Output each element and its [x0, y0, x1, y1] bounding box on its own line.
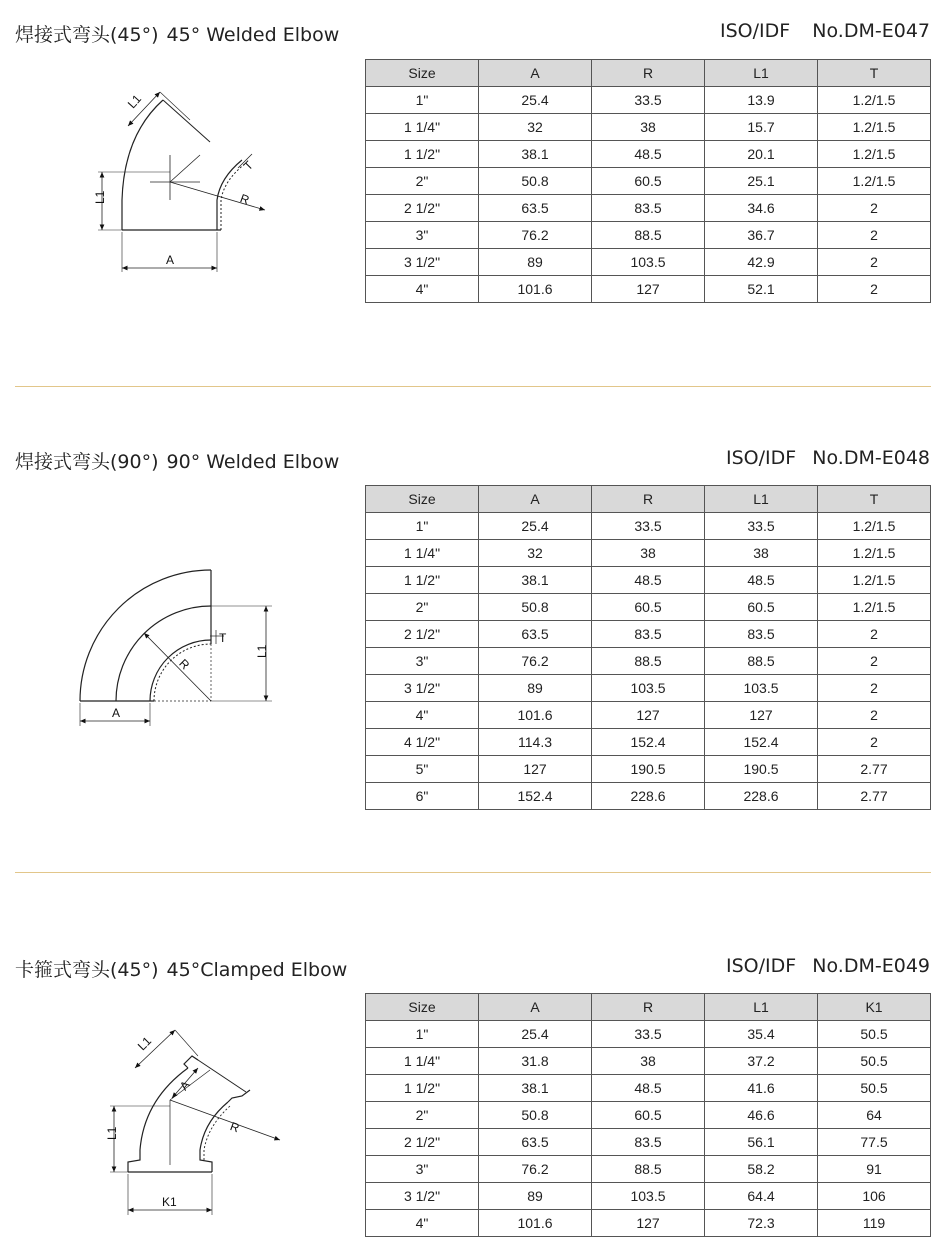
- column-header: Size: [366, 486, 479, 513]
- table-cell: 25.4: [479, 1021, 592, 1048]
- label-l1-side: L1: [105, 1126, 119, 1140]
- table-cell: 72.3: [705, 1210, 818, 1237]
- table-row: [366, 114, 931, 141]
- table-row: [366, 567, 931, 594]
- section-divider: [15, 872, 931, 873]
- table-cell: 103.5: [592, 1183, 705, 1210]
- table-cell: 25.4: [479, 513, 592, 540]
- table-cell: 25.1: [705, 168, 818, 195]
- table-cell: 76.2: [479, 648, 592, 675]
- column-header: A: [479, 486, 592, 513]
- label-t: T: [219, 631, 227, 645]
- table-cell: 190.5: [705, 756, 818, 783]
- table-cell: 2: [818, 702, 931, 729]
- table-cell: 4": [366, 1210, 479, 1237]
- column-header: R: [592, 60, 705, 87]
- table-row: [366, 1102, 931, 1129]
- label-k1: K1: [162, 1195, 177, 1209]
- table-cell: 4": [366, 276, 479, 303]
- title-en: 45° Welded Elbow: [166, 24, 340, 46]
- table-cell: 2: [818, 621, 931, 648]
- section-title: [15, 955, 347, 982]
- column-header: T: [818, 486, 931, 513]
- table-row: [366, 783, 931, 810]
- table-cell: 2: [818, 729, 931, 756]
- table-cell: 2.77: [818, 756, 931, 783]
- table-cell: 1 1/4": [366, 540, 479, 567]
- label-l1: L1: [255, 644, 269, 658]
- table-row: [366, 1129, 931, 1156]
- table-cell: 2.77: [818, 783, 931, 810]
- table-cell: 3 1/2": [366, 249, 479, 276]
- table-cell: 64: [818, 1102, 931, 1129]
- table-cell: 127: [592, 276, 705, 303]
- table-cell: 20.1: [705, 141, 818, 168]
- label-t: T: [240, 158, 256, 174]
- drawing-45-welded-elbow: [60, 60, 360, 310]
- table-cell: 1.2/1.5: [818, 567, 931, 594]
- table-cell: 1": [366, 87, 479, 114]
- table-cell: 4 1/2": [366, 729, 479, 756]
- table-row: [366, 513, 931, 540]
- table-header-row: [366, 60, 931, 87]
- table-cell: 2: [818, 276, 931, 303]
- table-cell: 88.5: [592, 648, 705, 675]
- column-header: Size: [366, 994, 479, 1021]
- label-l1-side: L1: [93, 190, 107, 204]
- title-cn: 卡箍式弯头(45°): [15, 959, 159, 981]
- table-row: [366, 594, 931, 621]
- table-cell: 1": [366, 1021, 479, 1048]
- column-header: A: [479, 60, 592, 87]
- drawing-45-clamped-elbow: [80, 1010, 380, 1230]
- table-cell: 103.5: [592, 675, 705, 702]
- table-cell: 2": [366, 168, 479, 195]
- table-row: [366, 648, 931, 675]
- table-cell: 60.5: [705, 594, 818, 621]
- table-cell: 6": [366, 783, 479, 810]
- table-row: [366, 222, 931, 249]
- standard-label: ISO/IDF: [726, 955, 797, 977]
- title-en: 45°Clamped Elbow: [166, 959, 348, 981]
- table-cell: 88.5: [592, 1156, 705, 1183]
- table-cell: 50.5: [818, 1021, 931, 1048]
- table-cell: 1.2/1.5: [818, 141, 931, 168]
- table-cell: 1.2/1.5: [818, 594, 931, 621]
- table-cell: 52.1: [705, 276, 818, 303]
- table-row: [366, 168, 931, 195]
- table-cell: 48.5: [705, 567, 818, 594]
- table-cell: 152.4: [479, 783, 592, 810]
- table-cell: 46.6: [705, 1102, 818, 1129]
- column-header: K1: [818, 994, 931, 1021]
- table-cell: 101.6: [479, 702, 592, 729]
- label-l1-top: L1: [134, 1033, 155, 1054]
- table-cell: 2: [818, 675, 931, 702]
- column-header: Size: [366, 60, 479, 87]
- spec-table: [365, 993, 931, 1237]
- column-header: L1: [705, 486, 818, 513]
- label-a: A: [112, 706, 121, 720]
- table-cell: 1.2/1.5: [818, 87, 931, 114]
- table-row: [366, 540, 931, 567]
- table-cell: 38: [592, 114, 705, 141]
- table-header-row: [366, 994, 931, 1021]
- table-cell: 36.7: [705, 222, 818, 249]
- table-cell: 2: [818, 249, 931, 276]
- table-cell: 64.4: [705, 1183, 818, 1210]
- table-cell: 35.4: [705, 1021, 818, 1048]
- table-cell: 33.5: [592, 87, 705, 114]
- table-cell: 63.5: [479, 195, 592, 222]
- table-cell: 1 1/2": [366, 567, 479, 594]
- table-row: [366, 87, 931, 114]
- table-cell: 60.5: [592, 168, 705, 195]
- table-cell: 50.8: [479, 1102, 592, 1129]
- table-row: [366, 1048, 931, 1075]
- product-code: No.DM-E047: [812, 20, 930, 42]
- label-l1-top: L1: [124, 91, 145, 112]
- table-cell: 89: [479, 675, 592, 702]
- column-header: T: [818, 60, 931, 87]
- table-row: [366, 249, 931, 276]
- section-title: [15, 20, 339, 47]
- table-row: [366, 756, 931, 783]
- table-cell: 1.2/1.5: [818, 114, 931, 141]
- label-r: R: [238, 191, 252, 208]
- table-cell: 38.1: [479, 141, 592, 168]
- table-cell: 60.5: [592, 594, 705, 621]
- table-cell: 38: [705, 540, 818, 567]
- table-cell: 3": [366, 222, 479, 249]
- table-cell: 88.5: [592, 222, 705, 249]
- table-cell: 106: [818, 1183, 931, 1210]
- label-a: A: [176, 1077, 193, 1094]
- table-cell: 50.8: [479, 168, 592, 195]
- title-cn: 焊接式弯头(45°): [15, 24, 159, 46]
- table-cell: 38.1: [479, 1075, 592, 1102]
- table-row: [366, 1183, 931, 1210]
- table-cell: 1.2/1.5: [818, 540, 931, 567]
- column-header: R: [592, 486, 705, 513]
- table-cell: 50.5: [818, 1075, 931, 1102]
- product-code: No.DM-E048: [812, 447, 930, 469]
- table-cell: 1 1/4": [366, 114, 479, 141]
- table-cell: 37.2: [705, 1048, 818, 1075]
- table-cell: 88.5: [705, 648, 818, 675]
- table-row: [366, 141, 931, 168]
- table-cell: 41.6: [705, 1075, 818, 1102]
- table-cell: 2: [818, 648, 931, 675]
- table-row: [366, 195, 931, 222]
- spec-table: [365, 59, 931, 303]
- table-cell: 42.9: [705, 249, 818, 276]
- label-a: A: [166, 253, 175, 267]
- table-header-row: [366, 486, 931, 513]
- table-row: [366, 1075, 931, 1102]
- table-cell: 56.1: [705, 1129, 818, 1156]
- table-cell: 32: [479, 114, 592, 141]
- table-cell: 83.5: [592, 195, 705, 222]
- table-cell: 101.6: [479, 1210, 592, 1237]
- table-cell: 3": [366, 1156, 479, 1183]
- table-cell: 3 1/2": [366, 675, 479, 702]
- table-cell: 38: [592, 540, 705, 567]
- table-cell: 33.5: [592, 1021, 705, 1048]
- table-row: [366, 1021, 931, 1048]
- table-cell: 3 1/2": [366, 1183, 479, 1210]
- table-cell: 2 1/2": [366, 1129, 479, 1156]
- table-cell: 103.5: [705, 675, 818, 702]
- table-cell: 127: [479, 756, 592, 783]
- table-cell: 1": [366, 513, 479, 540]
- table-cell: 2": [366, 1102, 479, 1129]
- section-divider: [15, 386, 931, 387]
- table-cell: 127: [592, 702, 705, 729]
- standard-label: ISO/IDF: [726, 447, 797, 469]
- title-cn: 焊接式弯头(90°): [15, 451, 159, 473]
- label-r: R: [228, 1119, 242, 1136]
- table-cell: 58.2: [705, 1156, 818, 1183]
- table-cell: 103.5: [592, 249, 705, 276]
- table-cell: 83.5: [705, 621, 818, 648]
- column-header: R: [592, 994, 705, 1021]
- table-cell: 50.5: [818, 1048, 931, 1075]
- table-cell: 63.5: [479, 1129, 592, 1156]
- table-row: [366, 675, 931, 702]
- table-cell: 114.3: [479, 729, 592, 756]
- table-cell: 2: [818, 195, 931, 222]
- table-cell: 89: [479, 1183, 592, 1210]
- table-cell: 152.4: [592, 729, 705, 756]
- table-row: [366, 276, 931, 303]
- table-cell: 33.5: [592, 513, 705, 540]
- table-cell: 228.6: [705, 783, 818, 810]
- table-cell: 1.2/1.5: [818, 168, 931, 195]
- table-cell: 89: [479, 249, 592, 276]
- table-row: [366, 729, 931, 756]
- table-cell: 83.5: [592, 621, 705, 648]
- table-cell: 2 1/2": [366, 195, 479, 222]
- table-cell: 48.5: [592, 1075, 705, 1102]
- table-cell: 15.7: [705, 114, 818, 141]
- table-cell: 2: [818, 222, 931, 249]
- table-cell: 50.8: [479, 594, 592, 621]
- table-cell: 34.6: [705, 195, 818, 222]
- table-cell: 3": [366, 648, 479, 675]
- table-row: [366, 702, 931, 729]
- column-header: L1: [705, 994, 818, 1021]
- table-row: [366, 1156, 931, 1183]
- table-cell: 1 1/2": [366, 1075, 479, 1102]
- table-cell: 76.2: [479, 222, 592, 249]
- table-row: [366, 621, 931, 648]
- table-cell: 13.9: [705, 87, 818, 114]
- table-cell: 38: [592, 1048, 705, 1075]
- table-cell: 77.5: [818, 1129, 931, 1156]
- label-r: R: [176, 656, 193, 673]
- table-cell: 228.6: [592, 783, 705, 810]
- table-cell: 25.4: [479, 87, 592, 114]
- table-cell: 33.5: [705, 513, 818, 540]
- table-cell: 76.2: [479, 1156, 592, 1183]
- table-cell: 127: [592, 1210, 705, 1237]
- table-cell: 119: [818, 1210, 931, 1237]
- table-cell: 1 1/4": [366, 1048, 479, 1075]
- table-cell: 152.4: [705, 729, 818, 756]
- standard-label: ISO/IDF: [720, 20, 791, 42]
- table-cell: 83.5: [592, 1129, 705, 1156]
- table-cell: 5": [366, 756, 479, 783]
- table-cell: 60.5: [592, 1102, 705, 1129]
- table-cell: 2 1/2": [366, 621, 479, 648]
- drawing-90-welded-elbow: [60, 560, 360, 750]
- table-cell: 190.5: [592, 756, 705, 783]
- table-cell: 101.6: [479, 276, 592, 303]
- table-cell: 48.5: [592, 141, 705, 168]
- table-cell: 31.8: [479, 1048, 592, 1075]
- table-cell: 91: [818, 1156, 931, 1183]
- table-cell: 127: [705, 702, 818, 729]
- table-cell: 63.5: [479, 621, 592, 648]
- column-header: L1: [705, 60, 818, 87]
- spec-table: [365, 485, 931, 810]
- table-cell: 2": [366, 594, 479, 621]
- table-cell: 32: [479, 540, 592, 567]
- table-cell: 1 1/2": [366, 141, 479, 168]
- table-cell: 4": [366, 702, 479, 729]
- table-cell: 38.1: [479, 567, 592, 594]
- section-title: [15, 447, 339, 474]
- column-header: A: [479, 994, 592, 1021]
- table-row: [366, 1210, 931, 1237]
- table-cell: 48.5: [592, 567, 705, 594]
- table-cell: 1.2/1.5: [818, 513, 931, 540]
- title-en: 90° Welded Elbow: [166, 451, 340, 473]
- product-code: No.DM-E049: [812, 955, 930, 977]
